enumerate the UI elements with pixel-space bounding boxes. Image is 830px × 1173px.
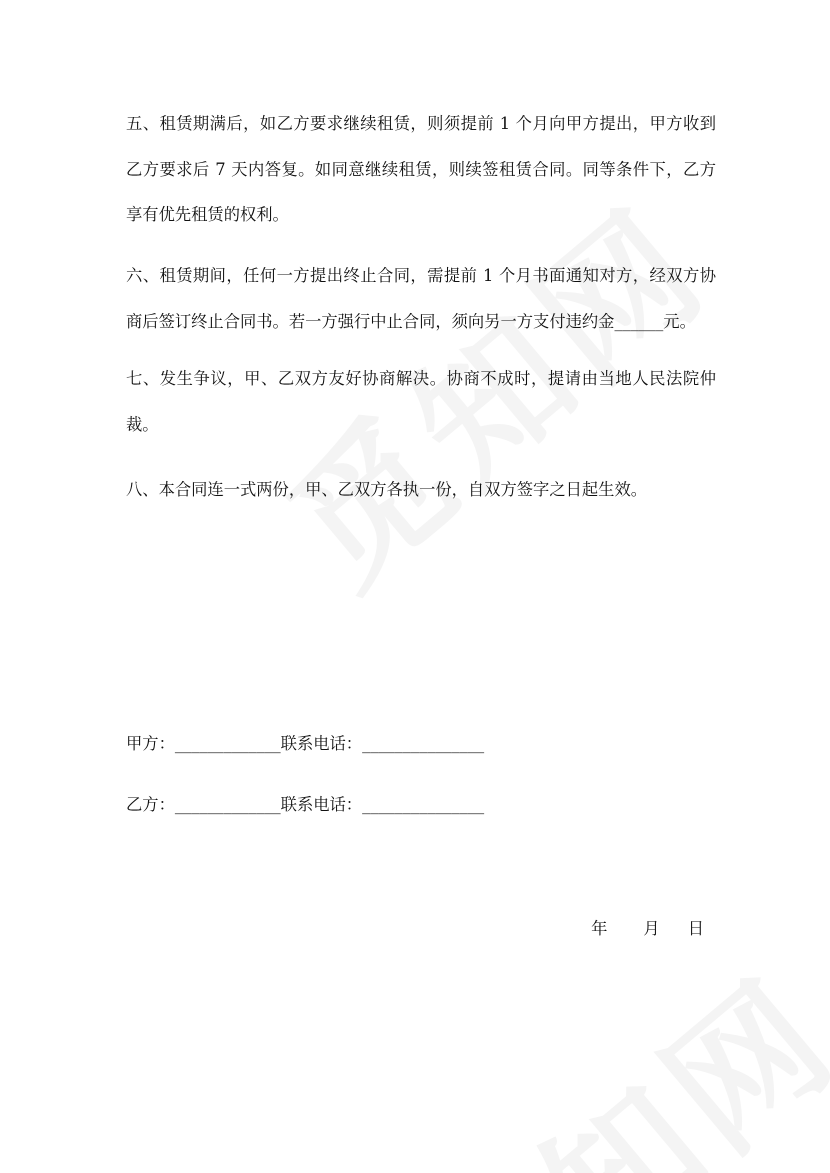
clause-seven: 七、发生争议，甲、乙双方友好协商解决。协商不成时，提请由当地人民法院仲裁。 xyxy=(126,369,716,434)
clause-six: 六、租赁期间，任何一方提出终止合同，需提前 1 个月书面通知对方，经双方协商后签订终止合同书。若一方强行中止合同，须向另一方支付违约金______元。 xyxy=(126,266,716,331)
party-a-signature-line: 甲方：_____________联系电话：_______________ xyxy=(126,734,485,753)
watermark xyxy=(367,921,830,1173)
clause-eight: 八、本合同连一式两份，甲、乙双方各执一份，自双方签字之日起生效。 xyxy=(126,480,648,499)
date-line xyxy=(591,915,704,939)
party-b-signature-line: 乙方：_____________联系电话：_______________ xyxy=(126,795,485,814)
date-day-label: 日 xyxy=(687,919,704,938)
date-month-label: 月 xyxy=(643,919,660,938)
date-year-label: 年 xyxy=(591,919,608,938)
clause-five: 五、租赁期满后，如乙方要求继续租赁，则须提前 1 个月向甲方提出，甲方收到乙方要求后 7 天内答复。如同意继续租赁，则续签租赁合同。同等条件下，乙方享有优先租赁的权利。 xyxy=(126,114,716,224)
